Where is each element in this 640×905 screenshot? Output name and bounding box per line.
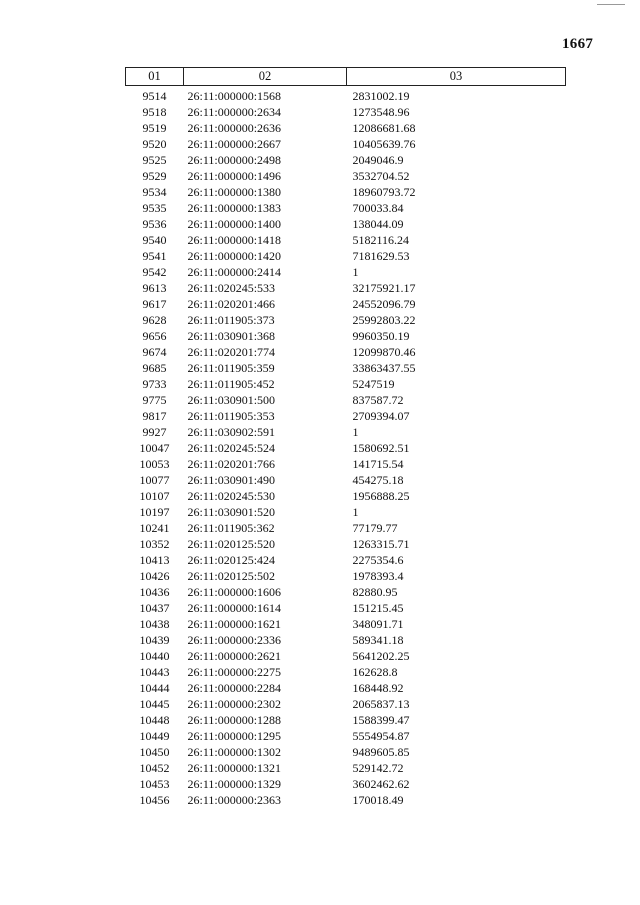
row-number-cell: 9674	[142, 345, 167, 359]
row-number-cell: 10445	[139, 697, 170, 711]
value-cell: 454275.18	[352, 473, 404, 487]
value-cell: 348091.71	[352, 617, 404, 631]
row-number-cell: 10456	[139, 793, 170, 807]
table-row	[126, 424, 566, 440]
value-cell: 24552096.79	[352, 297, 416, 311]
header-row	[126, 68, 566, 86]
cadastral-number-cell: 26:11:030901:368	[187, 329, 276, 343]
table-row	[126, 584, 566, 600]
value-cell: 3602462.62	[352, 777, 410, 791]
value-cell: 1	[352, 425, 359, 439]
row-number-cell: 9520	[142, 137, 167, 151]
value-cell: 12099870.46	[352, 345, 416, 359]
cadastral-number-cell: 26:11:011905:452	[187, 377, 275, 391]
row-number-cell: 9656	[142, 329, 167, 343]
value-cell: 1273548.96	[352, 105, 410, 119]
table-row	[126, 280, 566, 296]
table-row	[126, 504, 566, 520]
cadastral-number-cell: 26:11:000000:1606	[187, 585, 282, 599]
cadastral-number-cell: 26:11:011905:373	[187, 313, 275, 327]
cadastral-number-cell: 26:11:000000:1418	[187, 233, 282, 247]
row-number-cell: 10437	[139, 601, 170, 615]
cadastral-number-cell: 26:11:000000:1380	[187, 185, 282, 199]
cadastral-number-cell: 26:11:011905:353	[187, 409, 275, 423]
cadastral-number-cell: 26:11:000000:1288	[187, 713, 282, 727]
value-cell: 10405639.76	[352, 137, 416, 151]
row-number-cell: 10107	[139, 489, 170, 503]
value-cell: 5247519	[352, 377, 395, 391]
value-cell: 2065837.13	[352, 697, 410, 711]
value-cell: 589341.18	[352, 633, 404, 647]
value-cell: 9960350.19	[352, 329, 410, 343]
table-row	[126, 136, 566, 152]
row-number-cell: 9817	[142, 409, 167, 423]
value-cell: 162628.8	[352, 665, 398, 679]
table-row	[126, 664, 566, 680]
table-row	[126, 376, 566, 392]
row-number-cell: 10077	[139, 473, 170, 487]
table-body	[126, 86, 566, 809]
value-cell: 1580692.51	[352, 441, 410, 455]
cadastral-number-cell: 26:11:000000:1295	[187, 729, 282, 743]
value-cell: 2709394.07	[352, 409, 410, 423]
value-cell: 700033.84	[352, 201, 404, 215]
value-cell: 1588399.47	[352, 713, 410, 727]
table-header	[126, 68, 566, 86]
row-number-cell: 9525	[142, 153, 167, 167]
cadastral-number-cell: 26:11:000000:1302	[187, 745, 282, 759]
cadastral-number-cell: 26:11:000000:1383	[187, 201, 282, 215]
cadastral-number-cell: 26:11:000000:1321	[187, 761, 282, 775]
table-row	[126, 344, 566, 360]
table-row	[126, 264, 566, 280]
table-row	[126, 600, 566, 616]
column-header-02: 02	[184, 68, 347, 86]
cadastral-number-cell: 26:11:000000:1420	[187, 249, 282, 263]
table-row	[126, 744, 566, 760]
row-number-cell: 10438	[139, 617, 170, 631]
table-row	[126, 472, 566, 488]
cadastral-number-cell: 26:11:011905:359	[187, 361, 275, 375]
cadastral-number-cell: 26:11:000000:2275	[187, 665, 282, 679]
value-cell: 3532704.52	[352, 169, 410, 183]
cadastral-number-cell: 26:11:000000:2363	[187, 793, 282, 807]
cadastral-number-cell: 26:11:000000:2284	[187, 681, 282, 695]
table-row	[126, 520, 566, 536]
cadastral-number-cell: 26:11:000000:2336	[187, 633, 282, 647]
cadastral-number-cell: 26:11:000000:1400	[187, 217, 282, 231]
row-number-cell: 9613	[142, 281, 167, 295]
row-number-cell: 9541	[142, 249, 167, 263]
table-row	[126, 616, 566, 632]
row-number-cell: 9542	[142, 265, 167, 279]
row-number-cell: 10453	[139, 777, 170, 791]
value-cell: 1978393.4	[352, 569, 404, 583]
row-number-cell: 9519	[142, 121, 167, 135]
table-row	[126, 712, 566, 728]
cadastral-number-cell: 26:11:020201:774	[187, 345, 276, 359]
row-number-cell: 9617	[142, 297, 167, 311]
cadastral-number-cell: 26:11:020245:530	[187, 489, 276, 503]
column-header-01: 01	[126, 68, 184, 86]
value-cell: 18960793.72	[352, 185, 416, 199]
table-row	[126, 232, 566, 248]
table-row	[126, 86, 566, 105]
table-row	[126, 456, 566, 472]
cadastral-number-cell: 26:11:030901:520	[187, 505, 276, 519]
cadastral-number-cell: 26:11:000000:2302	[187, 697, 282, 711]
cadastral-number-cell: 26:11:020245:524	[187, 441, 276, 455]
cadastral-number-cell: 26:11:000000:1621	[187, 617, 282, 631]
row-number-cell: 10450	[139, 745, 170, 759]
cadastral-number-cell: 26:11:020201:466	[187, 297, 276, 311]
table-row	[126, 248, 566, 264]
row-number-cell: 10241	[139, 521, 170, 535]
row-number-cell: 10047	[139, 441, 170, 455]
cadastral-number-cell: 26:11:000000:1329	[187, 777, 282, 791]
row-number-cell: 9628	[142, 313, 167, 327]
table-row	[126, 104, 566, 120]
value-cell: 5554954.87	[352, 729, 410, 743]
table-row	[126, 168, 566, 184]
row-number-cell: 10443	[139, 665, 170, 679]
cadastral-number-cell: 26:11:000000:2667	[187, 137, 282, 151]
row-number-cell: 9927	[142, 425, 167, 439]
table-row	[126, 568, 566, 584]
value-cell: 7181629.53	[352, 249, 410, 263]
row-number-cell: 9685	[142, 361, 167, 375]
row-number-cell: 9535	[142, 201, 167, 215]
table-row	[126, 488, 566, 504]
cadastral-number-cell: 26:11:020125:424	[187, 553, 276, 567]
table-row	[126, 152, 566, 168]
table-row	[126, 120, 566, 136]
value-cell: 138044.09	[352, 217, 404, 231]
top-rule	[597, 4, 625, 5]
value-cell: 33863437.55	[352, 361, 416, 375]
cadastral-number-cell: 26:11:020125:502	[187, 569, 276, 583]
row-number-cell: 9514	[142, 89, 167, 103]
table-row	[126, 648, 566, 664]
value-cell: 9489605.85	[352, 745, 410, 759]
row-number-cell: 10352	[139, 537, 170, 551]
page-number: 1667	[562, 36, 594, 52]
value-cell: 1	[352, 265, 359, 279]
row-number-cell: 9518	[142, 105, 167, 119]
table-row	[126, 360, 566, 376]
value-cell: 5182116.24	[352, 233, 410, 247]
value-cell: 77179.77	[352, 521, 398, 535]
table-row	[126, 632, 566, 648]
value-cell: 141715.54	[352, 457, 404, 471]
row-number-cell: 9536	[142, 217, 167, 231]
column-header-03: 03	[347, 68, 566, 86]
value-cell: 1263315.71	[352, 537, 410, 551]
value-cell: 5641202.25	[352, 649, 410, 663]
value-cell: 151215.45	[352, 601, 404, 615]
table-row	[126, 312, 566, 328]
data-table-container	[125, 67, 565, 808]
row-number-cell: 10413	[139, 553, 170, 567]
value-cell: 32175921.17	[352, 281, 416, 295]
row-number-cell: 10053	[139, 457, 170, 471]
value-cell: 1	[352, 505, 359, 519]
cadastral-number-cell: 26:11:000000:2636	[187, 121, 282, 135]
row-number-cell: 10449	[139, 729, 170, 743]
cadastral-number-cell: 26:11:000000:1568	[187, 89, 282, 103]
cadastral-number-cell: 26:11:000000:2621	[187, 649, 282, 663]
value-cell: 529142.72	[352, 761, 404, 775]
value-cell: 2831002.19	[352, 89, 410, 103]
table-row	[126, 776, 566, 792]
table-row	[126, 296, 566, 312]
row-number-cell: 10436	[139, 585, 170, 599]
table-row	[126, 552, 566, 568]
row-number-cell: 10444	[139, 681, 170, 695]
row-number-cell: 9775	[142, 393, 167, 407]
cadastral-number-cell: 26:11:000000:2498	[187, 153, 282, 167]
table-row	[126, 792, 566, 808]
value-cell: 25992803.22	[352, 313, 416, 327]
table-row	[126, 216, 566, 232]
value-cell: 837587.72	[352, 393, 404, 407]
value-cell: 168448.92	[352, 681, 404, 695]
data-table	[125, 67, 566, 808]
table-row	[126, 696, 566, 712]
cadastral-number-cell: 26:11:020245:533	[187, 281, 276, 295]
table-row	[126, 328, 566, 344]
value-cell: 1956888.25	[352, 489, 410, 503]
table-row	[126, 728, 566, 744]
table-row	[126, 440, 566, 456]
cadastral-number-cell: 26:11:000000:1496	[187, 169, 282, 183]
value-cell: 82880.95	[352, 585, 398, 599]
cadastral-number-cell: 26:11:000000:2414	[187, 265, 282, 279]
table-row	[126, 760, 566, 776]
table-row	[126, 392, 566, 408]
row-number-cell: 10448	[139, 713, 170, 727]
row-number-cell: 9733	[142, 377, 167, 391]
row-number-cell: 10426	[139, 569, 170, 583]
value-cell: 170018.49	[352, 793, 404, 807]
table-row	[126, 184, 566, 200]
cadastral-number-cell: 26:11:000000:1614	[187, 601, 282, 615]
row-number-cell: 9534	[142, 185, 167, 199]
row-number-cell: 9540	[142, 233, 167, 247]
cadastral-number-cell: 26:11:030901:500	[187, 393, 276, 407]
cadastral-number-cell: 26:11:011905:362	[187, 521, 275, 535]
row-number-cell: 10197	[139, 505, 170, 519]
value-cell: 2049046.9	[352, 153, 404, 167]
cadastral-number-cell: 26:11:030901:490	[187, 473, 276, 487]
value-cell: 2275354.6	[352, 553, 404, 567]
row-number-cell: 9529	[142, 169, 167, 183]
value-cell: 12086681.68	[352, 121, 416, 135]
cadastral-number-cell: 26:11:020125:520	[187, 537, 276, 551]
row-number-cell: 10452	[139, 761, 170, 775]
cadastral-number-cell: 26:11:030902:591	[187, 425, 276, 439]
table-row	[126, 408, 566, 424]
table-row	[126, 536, 566, 552]
row-number-cell: 10440	[139, 649, 170, 663]
table-row	[126, 200, 566, 216]
row-number-cell: 10439	[139, 633, 170, 647]
cadastral-number-cell: 26:11:020201:766	[187, 457, 276, 471]
table-row	[126, 680, 566, 696]
cadastral-number-cell: 26:11:000000:2634	[187, 105, 282, 119]
